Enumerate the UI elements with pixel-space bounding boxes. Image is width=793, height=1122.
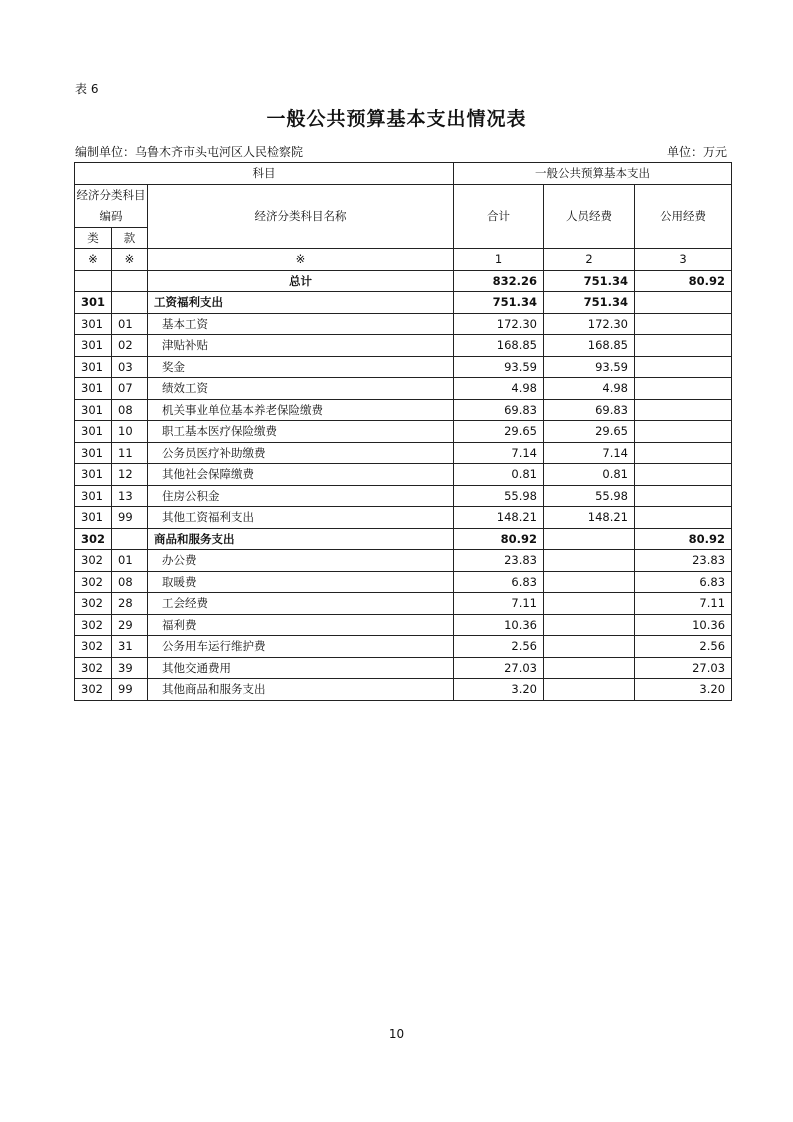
row-public: 3.20 bbox=[635, 679, 732, 701]
header-row-2 bbox=[75, 184, 732, 227]
row-class-code: 302 bbox=[75, 614, 112, 636]
total-personnel: 751.34 bbox=[544, 270, 635, 292]
table-row bbox=[75, 657, 732, 679]
row-personnel bbox=[544, 679, 635, 701]
compiling-unit: 编制单位：乌鲁木齐市头屯河区人民检察院 bbox=[75, 145, 304, 159]
row-item-code: 08 bbox=[112, 399, 148, 421]
row-public bbox=[635, 313, 732, 335]
row-total: 3.20 bbox=[454, 679, 544, 701]
table-row bbox=[75, 636, 732, 658]
table-row bbox=[75, 593, 732, 615]
row-item-code: 01 bbox=[112, 313, 148, 335]
row-total: 148.21 bbox=[454, 507, 544, 529]
row-subject-name: 其他交通费用 bbox=[148, 657, 454, 679]
total-public: 80.92 bbox=[635, 270, 732, 292]
row-personnel bbox=[544, 657, 635, 679]
row-class-code: 301 bbox=[75, 378, 112, 400]
row-total: 7.11 bbox=[454, 593, 544, 615]
row-item-code: 01 bbox=[112, 550, 148, 572]
row-item-code: 31 bbox=[112, 636, 148, 658]
row-item-code: 11 bbox=[112, 442, 148, 464]
row-class-code: 301 bbox=[75, 335, 112, 357]
row-public: 27.03 bbox=[635, 657, 732, 679]
total-label: 总计 bbox=[148, 270, 454, 292]
table-row bbox=[75, 679, 732, 701]
row-personnel: 148.21 bbox=[544, 507, 635, 529]
row-total: 23.83 bbox=[454, 550, 544, 572]
row-personnel: 7.14 bbox=[544, 442, 635, 464]
row-public bbox=[635, 292, 732, 314]
row-total: 93.59 bbox=[454, 356, 544, 378]
header-class: 类 bbox=[75, 227, 112, 249]
row-public: 7.11 bbox=[635, 593, 732, 615]
row-item-code bbox=[112, 528, 148, 550]
row-subject-name: 职工基本医疗保险缴费 bbox=[148, 421, 454, 443]
row-subject-name: 其他工资福利支出 bbox=[148, 507, 454, 529]
row-total: 7.14 bbox=[454, 442, 544, 464]
table-row bbox=[75, 528, 732, 550]
row-item-code: 39 bbox=[112, 657, 148, 679]
row-class-code: 301 bbox=[75, 313, 112, 335]
row-subject-name: 住房公积金 bbox=[148, 485, 454, 507]
budget-table bbox=[74, 162, 732, 701]
header-code: 经济分类科目编码 bbox=[75, 184, 148, 227]
row-public bbox=[635, 335, 732, 357]
row-item-code: 12 bbox=[112, 464, 148, 486]
row-personnel: 751.34 bbox=[544, 292, 635, 314]
row-item-code: 02 bbox=[112, 335, 148, 357]
row-item-code: 13 bbox=[112, 485, 148, 507]
table-row bbox=[75, 550, 732, 572]
header-total: 合计 bbox=[454, 184, 544, 249]
row-subject-name: 商品和服务支出 bbox=[148, 528, 454, 550]
row-public: 10.36 bbox=[635, 614, 732, 636]
row-personnel: 29.65 bbox=[544, 421, 635, 443]
row-subject-name: 工会经费 bbox=[148, 593, 454, 615]
row-total: 10.36 bbox=[454, 614, 544, 636]
row-personnel: 168.85 bbox=[544, 335, 635, 357]
row-total: 29.65 bbox=[454, 421, 544, 443]
row-public bbox=[635, 485, 732, 507]
row-subject-name: 取暖费 bbox=[148, 571, 454, 593]
row-personnel bbox=[544, 614, 635, 636]
header-general-budget: 一般公共预算基本支出 bbox=[454, 163, 732, 185]
total-class bbox=[75, 270, 112, 292]
row-personnel: 172.30 bbox=[544, 313, 635, 335]
row-personnel bbox=[544, 571, 635, 593]
table-row bbox=[75, 614, 732, 636]
row-public: 23.83 bbox=[635, 550, 732, 572]
header-name: 经济分类科目名称 bbox=[148, 184, 454, 249]
row-item-code: 03 bbox=[112, 356, 148, 378]
row-public: 80.92 bbox=[635, 528, 732, 550]
currency-unit: 单位：万元 bbox=[666, 145, 727, 159]
row-subject-name: 其他社会保障缴费 bbox=[148, 464, 454, 486]
table-row bbox=[75, 335, 732, 357]
row-personnel: 55.98 bbox=[544, 485, 635, 507]
header-personnel: 人员经费 bbox=[544, 184, 635, 249]
table-label: 表 6 bbox=[75, 82, 99, 96]
row-total: 4.98 bbox=[454, 378, 544, 400]
table-row bbox=[75, 464, 732, 486]
table-row bbox=[75, 378, 732, 400]
row-class-code: 301 bbox=[75, 507, 112, 529]
table-row bbox=[75, 442, 732, 464]
total-row bbox=[75, 270, 732, 292]
row-subject-name: 机关事业单位基本养老保险缴费 bbox=[148, 399, 454, 421]
row-item-code: 99 bbox=[112, 679, 148, 701]
mark-class: ※ bbox=[75, 249, 112, 271]
row-item-code: 08 bbox=[112, 571, 148, 593]
row-public bbox=[635, 378, 732, 400]
row-public bbox=[635, 399, 732, 421]
header-public: 公用经费 bbox=[635, 184, 732, 249]
table-row bbox=[75, 313, 732, 335]
row-public bbox=[635, 421, 732, 443]
row-public bbox=[635, 442, 732, 464]
row-item-code bbox=[112, 292, 148, 314]
row-class-code: 302 bbox=[75, 550, 112, 572]
row-personnel bbox=[544, 528, 635, 550]
row-total: 69.83 bbox=[454, 399, 544, 421]
row-public: 6.83 bbox=[635, 571, 732, 593]
row-total: 172.30 bbox=[454, 313, 544, 335]
row-class-code: 301 bbox=[75, 464, 112, 486]
row-subject-name: 津贴补贴 bbox=[148, 335, 454, 357]
row-class-code: 301 bbox=[75, 485, 112, 507]
row-subject-name: 办公费 bbox=[148, 550, 454, 572]
row-personnel: 93.59 bbox=[544, 356, 635, 378]
total-item bbox=[112, 270, 148, 292]
row-class-code: 301 bbox=[75, 421, 112, 443]
row-total: 0.81 bbox=[454, 464, 544, 486]
table-row bbox=[75, 421, 732, 443]
table-row bbox=[75, 356, 732, 378]
row-class-code: 302 bbox=[75, 657, 112, 679]
row-subject-name: 工资福利支出 bbox=[148, 292, 454, 314]
row-subject-name: 绩效工资 bbox=[148, 378, 454, 400]
table-body bbox=[75, 163, 732, 701]
row-total: 80.92 bbox=[454, 528, 544, 550]
header-row-4 bbox=[75, 249, 732, 271]
row-item-code: 28 bbox=[112, 593, 148, 615]
row-total: 27.03 bbox=[454, 657, 544, 679]
header-row-1 bbox=[75, 163, 732, 185]
table-row bbox=[75, 571, 732, 593]
col-number-1: 1 bbox=[454, 249, 544, 271]
row-public bbox=[635, 507, 732, 529]
row-personnel bbox=[544, 593, 635, 615]
mark-item: ※ bbox=[112, 249, 148, 271]
page-title: 一般公共预算基本支出情况表 bbox=[266, 108, 527, 130]
row-subject-name: 公务用车运行维护费 bbox=[148, 636, 454, 658]
mark-name: ※ bbox=[148, 249, 454, 271]
row-item-code: 29 bbox=[112, 614, 148, 636]
row-personnel bbox=[544, 636, 635, 658]
row-public bbox=[635, 356, 732, 378]
row-subject-name: 其他商品和服务支出 bbox=[148, 679, 454, 701]
row-class-code: 301 bbox=[75, 356, 112, 378]
row-class-code: 302 bbox=[75, 679, 112, 701]
row-item-code: 99 bbox=[112, 507, 148, 529]
page-number: 10 bbox=[388, 1027, 405, 1041]
table-row bbox=[75, 507, 732, 529]
row-class-code: 301 bbox=[75, 442, 112, 464]
row-class-code: 301 bbox=[75, 292, 112, 314]
row-personnel: 0.81 bbox=[544, 464, 635, 486]
row-class-code: 302 bbox=[75, 593, 112, 615]
row-total: 6.83 bbox=[454, 571, 544, 593]
row-class-code: 302 bbox=[75, 636, 112, 658]
row-total: 168.85 bbox=[454, 335, 544, 357]
row-item-code: 10 bbox=[112, 421, 148, 443]
total-amount: 832.26 bbox=[454, 270, 544, 292]
row-subject-name: 奖金 bbox=[148, 356, 454, 378]
row-class-code: 302 bbox=[75, 571, 112, 593]
row-subject-name: 基本工资 bbox=[148, 313, 454, 335]
row-total: 2.56 bbox=[454, 636, 544, 658]
row-class-code: 302 bbox=[75, 528, 112, 550]
table-row bbox=[75, 292, 732, 314]
row-total: 751.34 bbox=[454, 292, 544, 314]
row-personnel: 4.98 bbox=[544, 378, 635, 400]
row-class-code: 301 bbox=[75, 399, 112, 421]
row-subject-name: 公务员医疗补助缴费 bbox=[148, 442, 454, 464]
header-item: 款 bbox=[112, 227, 148, 249]
header-subject: 科目 bbox=[75, 163, 454, 185]
row-public bbox=[635, 464, 732, 486]
table-row bbox=[75, 485, 732, 507]
row-subject-name: 福利费 bbox=[148, 614, 454, 636]
row-personnel: 69.83 bbox=[544, 399, 635, 421]
row-item-code: 07 bbox=[112, 378, 148, 400]
table-row bbox=[75, 399, 732, 421]
col-number-2: 2 bbox=[544, 249, 635, 271]
row-personnel bbox=[544, 550, 635, 572]
col-number-3: 3 bbox=[635, 249, 732, 271]
row-total: 55.98 bbox=[454, 485, 544, 507]
row-public: 2.56 bbox=[635, 636, 732, 658]
